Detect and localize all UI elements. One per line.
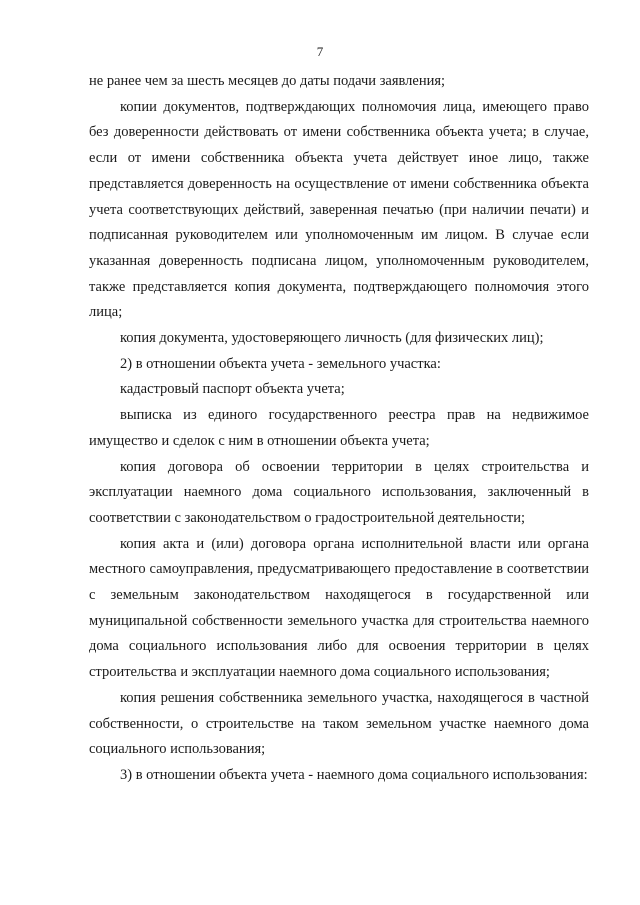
paragraph: 2) в отношении объекта учета - земельного участка: [120,355,441,372]
paragraph: копия акта и (или) договора органа исполнительной власти или органа местного самоуправления, предусматривающего предоставление в соответствии с земельным законодательством находящегося в государственной или муниципальной собственности земельного участка для строительства наемного дома социального использования либо для освоения территории в целях строительства и эксплуатации наемного дома социального использования; [89,535,589,681]
paragraph: выписка из единого государственного реестра прав на недвижимое имущество и сделок с ним в отношении объекта учета; [89,407,589,449]
paragraph: копия договора об освоении территории в целях строительства и эксплуатации наемного дома социального использования, заключенный в соответствии с законодательством о градостроительной деятельности; [89,458,589,526]
page-number: 7 [316,44,324,59]
paragraph: копия документа, удостоверяющего личность (для физических лиц); [120,330,544,347]
paragraph: копии документов, подтверждающих полномочия лица, имеющего право без доверенности действовать от имени собственника объекта учета; в случае, если от имени собственника объекта учета действует иное лицо, также представляется доверенность на осуществление от имени собственника объекта учета соответствующих действий, заверенная печатью (при наличии печати) и подписанная руководителем или уполномоченным им лицом. В случае если указанная доверенность подписана лицом, уполномоченным руководителем, также представляется копия документа, подтверждающего полномочия этого лица; [89,98,589,321]
document-body [89,69,589,789]
paragraph: не ранее чем за шесть месяцев до даты подачи заявления; [89,73,446,89]
paragraph: кадастровый паспорт объекта учета; [120,381,345,398]
paragraph: 3) в отношении объекта учета - наемного дома социального использования: [120,766,588,783]
paragraph: копия решения собственника земельного участка, находящегося в частной собственности, о строительстве на таком земельном участке наемного дома социального использования; [89,689,589,758]
